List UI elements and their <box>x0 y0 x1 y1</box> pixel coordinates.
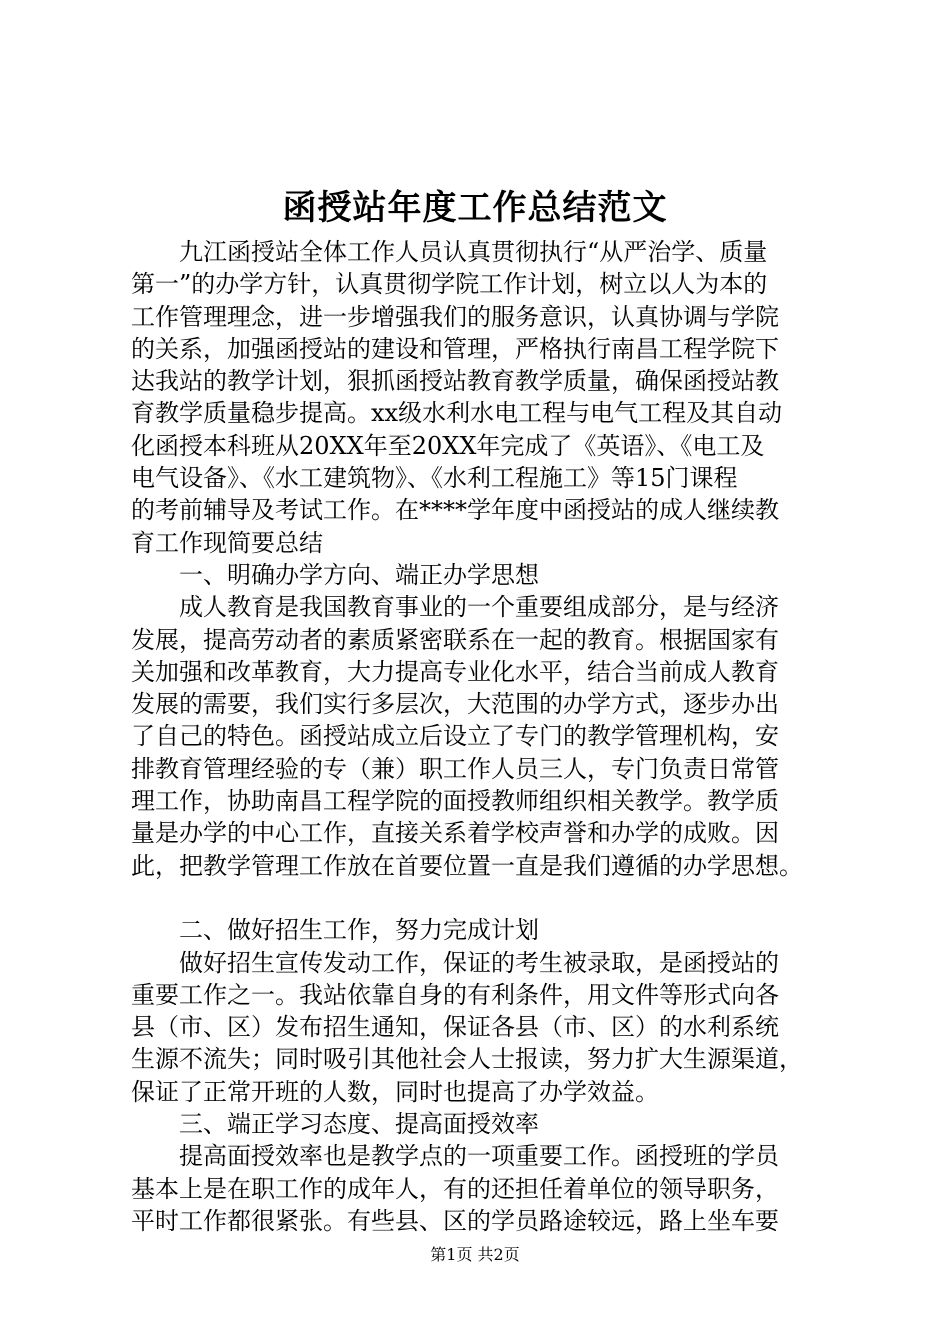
paragraph-line: 重要工作之一。我站依靠自身的有利条件，用文件等形式向各 <box>131 980 779 1009</box>
paragraph-line: 理工作，协助南昌工程学院的面授教师组织相关教学。教学质 <box>131 787 779 816</box>
paragraph-line: 发展，提高劳动者的素质紧密联系在一起的教育。根据国家有 <box>131 625 779 654</box>
paragraph-line: 关加强和改革教育，大力提高专业化水平，结合当前成人教育 <box>131 657 779 686</box>
paragraph-line: 保证了正常开班的人数，同时也提高了办学效益。 <box>131 1077 659 1106</box>
section-heading-3: 三、端正学习态度、提高面授效率 <box>179 1110 539 1139</box>
paragraph-line: 排教育管理经验的专（兼）职工作人员三人，专门负责日常管 <box>131 754 779 783</box>
paragraph-line: 成人教育是我国教育事业的一个重要组成部分，是与经济 <box>179 593 779 622</box>
paragraph-line: 生源不流失；同时吸引其他社会人士报读，努力扩大生源渠道， <box>131 1045 803 1074</box>
paragraph-line: 的考前辅导及考试工作。在****学年度中函授站的成人继续教 <box>131 496 779 525</box>
paragraph-line: 做好招生宣传发动工作，保证的考生被录取，是函授站的 <box>179 948 779 977</box>
paragraph-line: 量是办学的中心工作，直接关系着学校声誉和办学的成败。因 <box>131 819 779 848</box>
paragraph-line: 平时工作都很紧张。有些县、区的学员路途较远，路上坐车要 <box>131 1206 779 1235</box>
paragraph-line: 发展的需要，我们实行多层次，大范围的办学方式，逐步办出 <box>131 690 779 719</box>
document-body <box>131 236 851 1237</box>
paragraph-gap <box>131 882 851 914</box>
paragraph-line: 九江函授站全体工作人员认真贯彻执行“从严治学、质量 <box>179 238 768 266</box>
paragraph-line: 第一”的办学方针，认真贯彻学院工作计划，树立以人为本的 <box>131 270 768 299</box>
paragraph-line: 了自己的特色。函授站成立后设立了专门的教学管理机构，安 <box>131 722 779 751</box>
paragraph-line: 育工作现简要总结 <box>131 528 323 557</box>
paragraph-line: 基本上是在职工作的成年人，有的还担任着单位的领导职务， <box>131 1174 779 1203</box>
paragraph-line: 此，把教学管理工作放在首要位置一直是我们遵循的办学思想。 <box>131 851 803 880</box>
paragraph-line: 提高面授效率也是教学点的一项重要工作。函授班的学员 <box>179 1142 779 1171</box>
section-heading-1: 一、明确办学方向、端正办学思想 <box>179 560 539 589</box>
document-title: 函授站年度工作总结范文 <box>282 188 668 228</box>
paragraph-line: 县（市、区）发布招生通知，保证各县（市、区）的水利系统 <box>131 1013 779 1042</box>
paragraph-line: 达我站的教学计划，狠抓函授站教育教学质量，确保函授站教 <box>131 367 779 396</box>
paragraph-line: 的关系，加强函授站的建设和管理，严格执行南昌工程学院下 <box>131 334 779 363</box>
paragraph-line: 工作管理理念，进一步增强我们的服务意识，认真协调与学院 <box>131 302 779 331</box>
paragraph-line: 电气设备》、《水工建筑物》、《水利工程施工》等15门课程 <box>131 464 738 493</box>
paragraph-line: 育教学质量稳步提高。xx级水利水电工程与电气工程及其自动 <box>131 399 783 428</box>
page-number: 第1页 共2页 <box>430 1245 520 1264</box>
paragraph-line: 化函授本科班从20XX年至20XX年完成了《英语》、《电工及 <box>131 431 765 460</box>
section-heading-2: 二、做好招生工作，努力完成计划 <box>179 916 539 945</box>
